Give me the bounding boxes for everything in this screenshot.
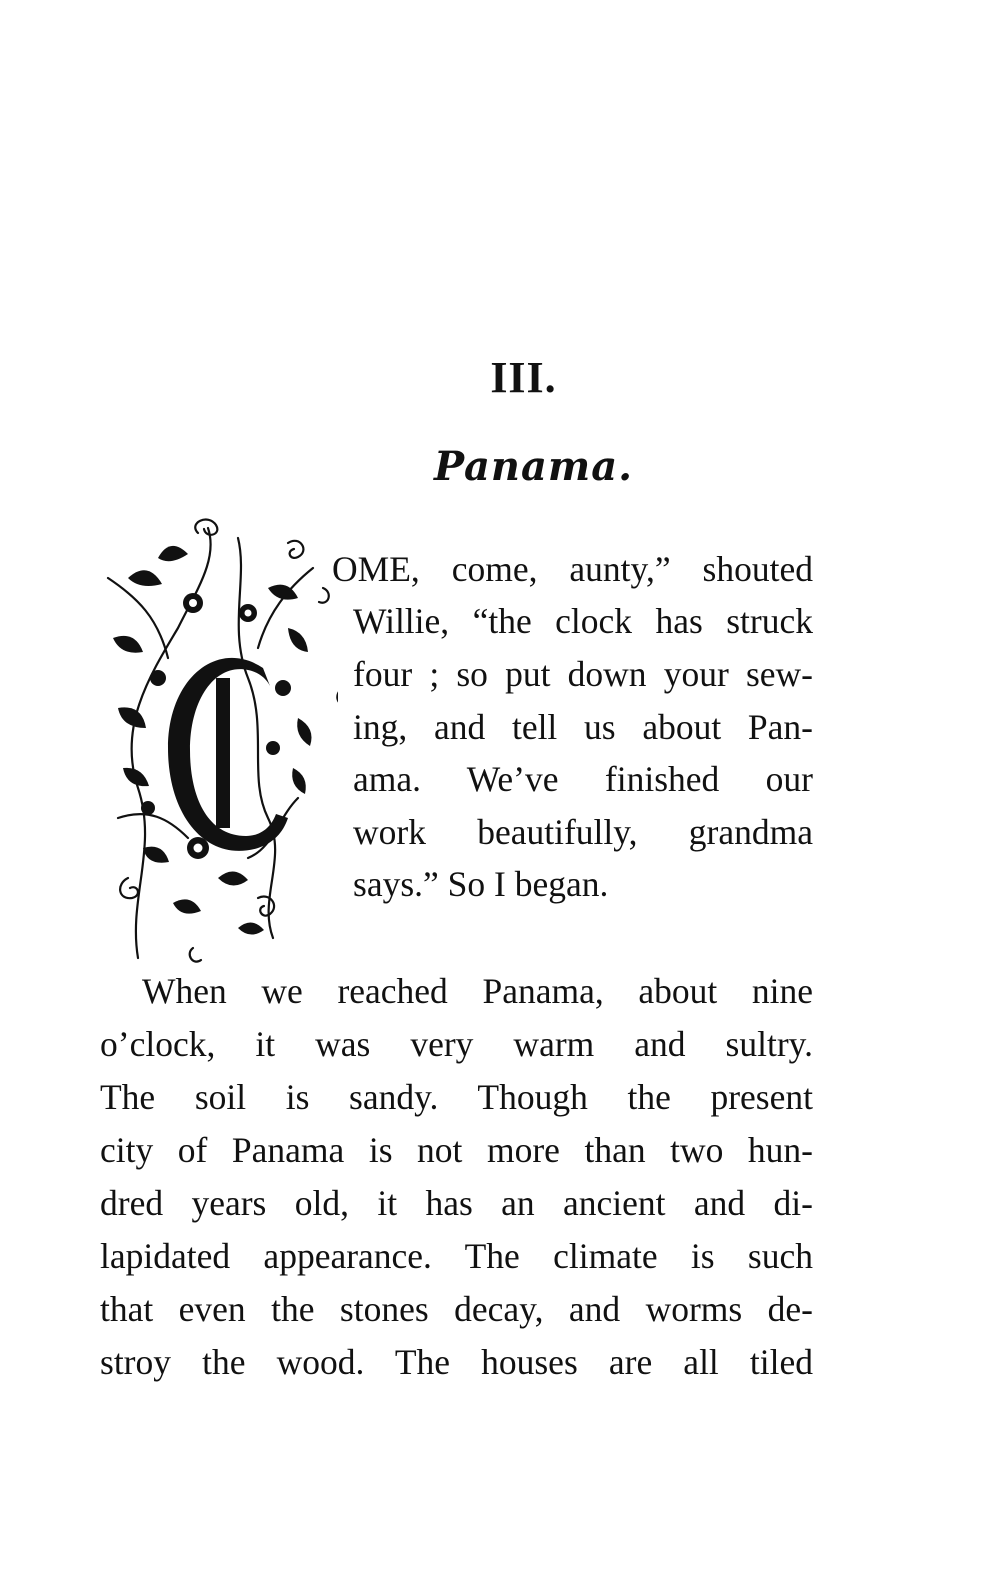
- text-line: OME, come, aunty,” shouted: [332, 549, 813, 589]
- text-line: lapidated appearance. The climate is such: [100, 1236, 813, 1276]
- chapter-number: III.: [490, 353, 557, 402]
- text-line: city of Panama is not more than two hun-: [100, 1130, 813, 1170]
- text-line: ama. We’ve finished our: [353, 759, 813, 799]
- text-line: four ; so put down your sew-: [353, 654, 813, 694]
- text-line: dred years old, it has an ancient and di-: [100, 1183, 813, 1223]
- ornamental-drop-cap: [98, 518, 338, 978]
- text-line: says.” So I began.: [353, 864, 609, 904]
- text-line: that even the stones decay, and worms de-: [100, 1289, 813, 1329]
- text-line: work beautifully, grandma: [353, 812, 813, 852]
- chapter-title: Panama.: [433, 443, 634, 490]
- text-line: stroy the wood. The houses are all tiled: [100, 1342, 813, 1382]
- text-line: o’clock, it was very warm and sultry.: [100, 1024, 813, 1064]
- text-line: The soil is sandy. Though the present: [100, 1077, 813, 1117]
- text-line: Willie, “the clock has struck: [353, 601, 813, 641]
- text-line: ing, and tell us about Pan-: [353, 707, 813, 747]
- text-line: When we reached Panama, about nine: [142, 971, 813, 1011]
